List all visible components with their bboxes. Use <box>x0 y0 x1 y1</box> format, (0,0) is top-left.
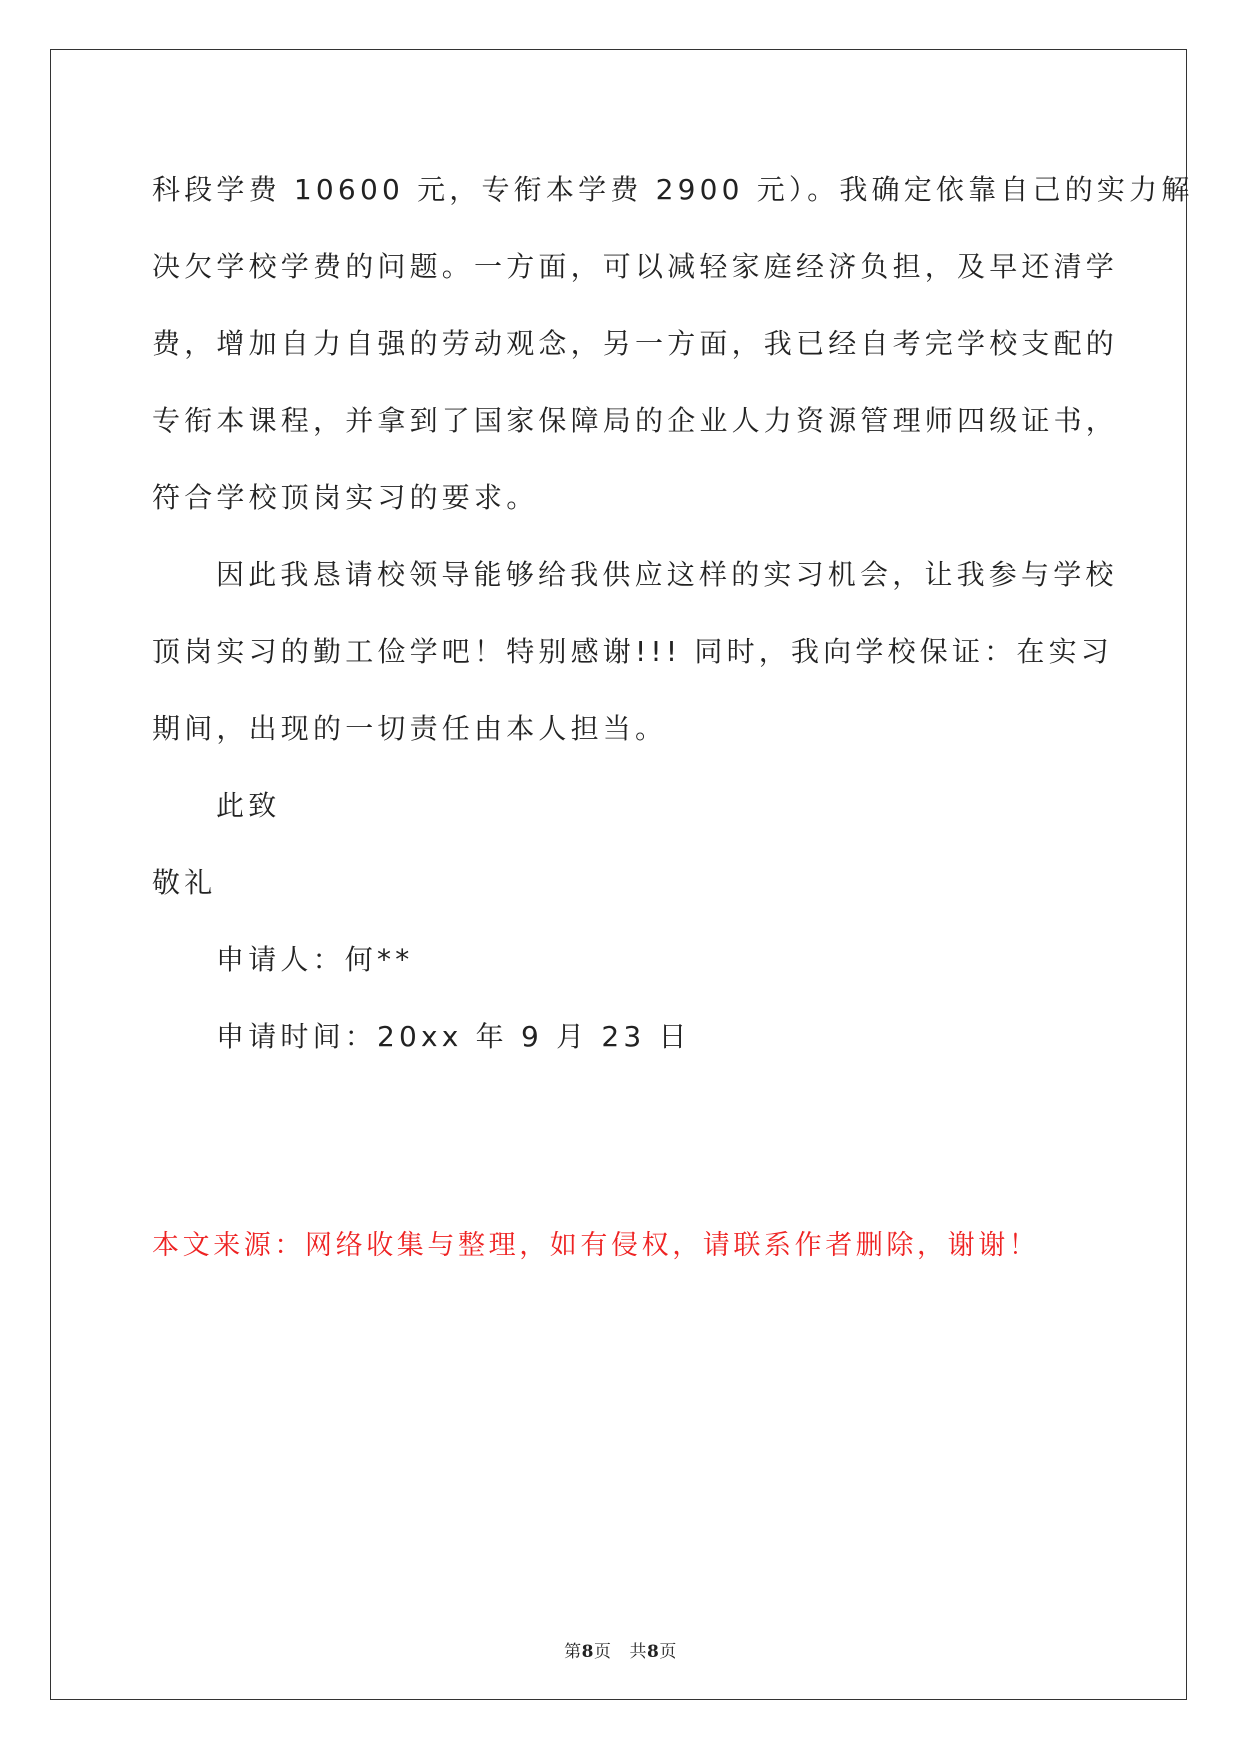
applicant-line <box>152 921 1092 998</box>
paragraph-request <box>152 536 1118 767</box>
application-date: 申请时间：20xx 年 9 月 23 日 <box>216 1020 691 1053</box>
text-line: 期间，出现的一切责任由本人担当。 <box>152 712 668 745</box>
text-line: 因此我恳请校领导能够给我供应这样的实习机会，让我参与学校 <box>216 558 1118 591</box>
total-prefix: 共 <box>629 1642 647 1662</box>
text-line: 符合学校顶岗实习的要求。 <box>152 481 539 514</box>
applicant-text: 申请人：何** <box>216 943 414 976</box>
salutation-text: 敬礼 <box>152 866 217 899</box>
closing-text: 此致 <box>216 789 281 822</box>
paragraph-tuition <box>152 151 1194 536</box>
page-footer <box>0 1637 1241 1662</box>
document-body <box>152 151 1194 1075</box>
page-unit: 页 <box>594 1642 612 1662</box>
text-line: 顶岗实习的勤工俭学吧！特别感谢!!! 同时，我向学校保证：在实习 <box>152 635 1113 668</box>
text-line: 科段学费 10600 元，专衔本学费 2900 元）。我确定依靠自己的实力解 <box>152 173 1194 206</box>
total-unit: 页 <box>659 1642 677 1662</box>
text-line: 决欠学校学费的问题。一方面，可以减轻家庭经济负担，及早还清学 <box>152 250 1119 283</box>
closing-line <box>152 767 1092 844</box>
salutation-line <box>152 844 1092 921</box>
date-line <box>152 998 1092 1075</box>
source-note: 本文来源：网络收集与整理，如有侵权，请联系作者删除，谢谢！ <box>152 1230 1040 1261</box>
page-prefix: 第 <box>564 1642 582 1662</box>
text-line: 费，增加自力自强的劳动观念，另一方面，我已经自考完学校支配的 <box>152 327 1119 360</box>
current-page-number: 8 <box>581 1642 594 1662</box>
total-page-number: 8 <box>647 1642 660 1662</box>
text-line: 专衔本课程，并拿到了国家保障局的企业人力资源管理师四级证书， <box>152 404 1119 437</box>
